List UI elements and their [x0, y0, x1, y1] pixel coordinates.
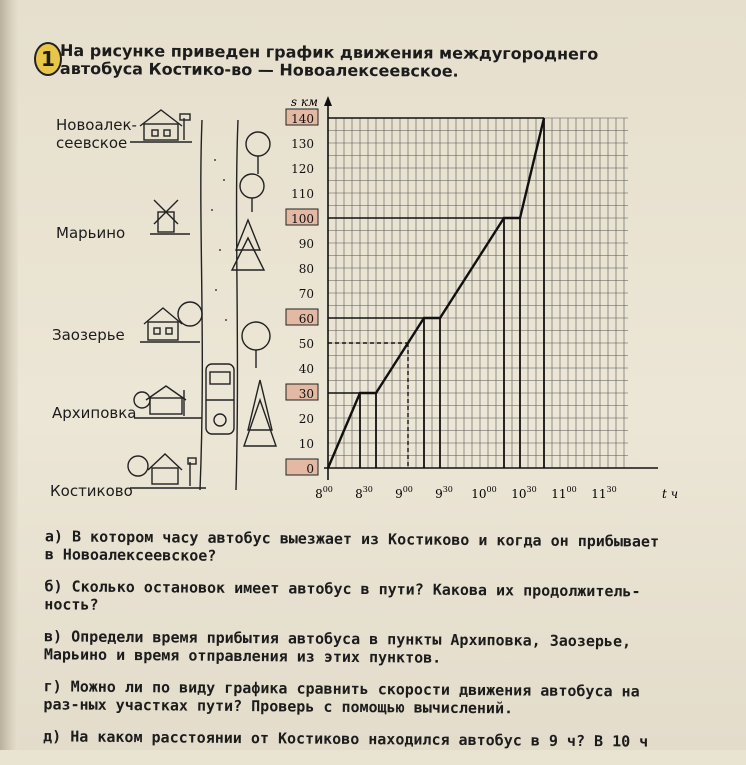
house-icon-kostikovo [128, 454, 206, 488]
y-tick-label: 30 [298, 387, 314, 401]
questions-list [43, 527, 665, 764]
house-icon-top [130, 110, 192, 142]
task-number-badge: 1 [34, 42, 62, 76]
question-d: г) Можно ли по виду графика сравнить скорости движения автобуса на раз-ных участках пути? Проверь с помощью вычислений. [43, 677, 640, 718]
town-label-kostikovo: Костиково [50, 482, 133, 500]
task-heading: На рисунке приведен график движения междугороднего автобуса Костико-во — Новоалексеевское. [59, 40, 599, 81]
graph-labels [286, 95, 678, 501]
y-tick-label: 50 [298, 337, 314, 351]
house-icon-zaozerye [140, 302, 202, 342]
x-tick-label: $11^{30}$ [591, 485, 617, 501]
bus-icon [206, 364, 234, 434]
windmill-icon [150, 200, 190, 234]
y-axis-arrow [324, 96, 332, 106]
x-tick-label: $9^{00}$ [395, 485, 413, 501]
y-tick-label: 90 [298, 237, 314, 251]
question-b: б) Сколько остановок имеет автобус в пути? Какова их продолжитель-ность? [44, 577, 641, 614]
y-tick-label: 140 [291, 112, 314, 126]
y-tick-label: 60 [298, 312, 314, 326]
y-tick-label: 100 [291, 212, 314, 226]
town-label-maryino: Марьино [56, 224, 126, 242]
x-tick-label: $11^{00}$ [551, 485, 577, 501]
y-tick-label: 80 [298, 262, 314, 276]
x-tick-label: $10^{30}$ [511, 485, 537, 501]
y-tick-label: 10 [298, 437, 314, 451]
x-tick-label: $9^{30}$ [435, 485, 453, 501]
page-binding [0, 0, 18, 750]
y-tick-label: 130 [291, 137, 314, 151]
town-label-zaozerye: Заозерье [52, 326, 125, 344]
y-tick-label: 70 [298, 287, 314, 301]
y-tick-label: 120 [291, 162, 314, 176]
town-label-arkhipovka: Архиповка [52, 404, 137, 422]
x-tick-label: $8^{00}$ [315, 485, 333, 501]
road-left-edge [200, 120, 202, 490]
question-e: д) На каком расстоянии от Костиково находился автобус в 9 ч? В 10 ч [43, 727, 649, 751]
road-right-edge [236, 120, 238, 490]
town-label-novoalekseevskoe: Новоалек- сеевское [56, 116, 137, 152]
y-tick-label: 40 [298, 362, 314, 376]
x-tick-label: $10^{00}$ [471, 485, 497, 501]
y-axis-label: s км [290, 95, 318, 109]
y-tick-label: 20 [298, 412, 314, 426]
question-c: в) Определи время прибытия автобуса в пункты Архиповка, Заозерье, Марьино и время отправления из этих пунктов. [43, 627, 632, 667]
x-tick-label: $8^{30}$ [355, 485, 373, 501]
y-tick-label: 0 [306, 462, 314, 476]
house-icon-arkhipovka [134, 386, 202, 418]
y-tick-label: 110 [291, 187, 314, 201]
question-a: а) В котором часу автобус выезжает из Костиково и когда он прибывает в Новоалексеевское? [44, 527, 660, 565]
x-axis-label: t ч [662, 487, 679, 501]
distance-time-graph [270, 90, 679, 510]
route-illustration [120, 100, 280, 500]
graph-grid [328, 118, 628, 468]
